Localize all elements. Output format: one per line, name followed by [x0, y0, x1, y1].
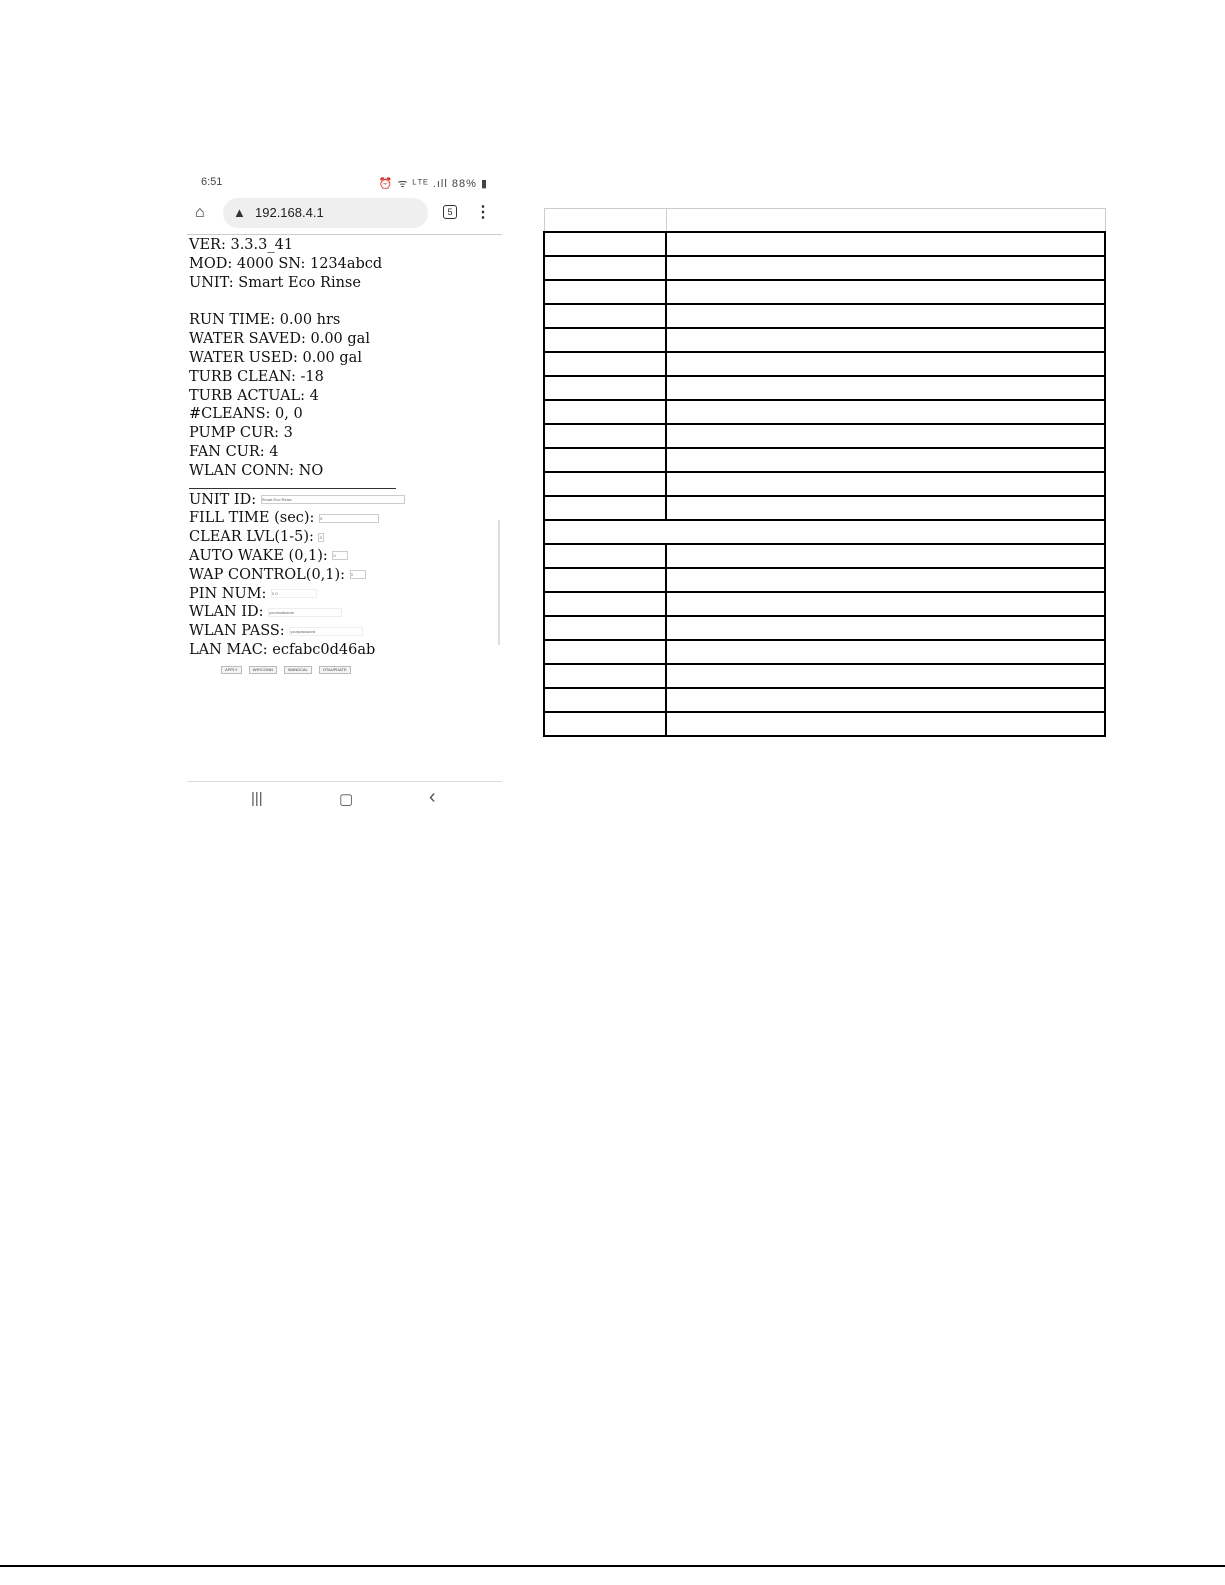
wap-control-label: WAP CONTROL(0,1):: [189, 566, 346, 583]
pin-num-input[interactable]: 0 0: [271, 589, 317, 598]
wlan-pass-row: [189, 622, 499, 641]
lan-mac-text: LAN MAC: ecfabc0d46ab: [189, 641, 376, 658]
table-cell: [666, 592, 1105, 616]
table-cell: [666, 304, 1105, 328]
clear-lvl-label: CLEAR LVL(1-5):: [189, 529, 314, 546]
more-menu-icon[interactable]: ⋮: [475, 204, 491, 221]
wlan-pass-input[interactable]: yourpassword: [289, 627, 363, 636]
wlan-pass-label: WLAN PASS:: [189, 623, 285, 640]
empty-table: [543, 208, 1106, 737]
url-text[interactable]: 192.168.4.1: [255, 205, 324, 220]
table-row: [544, 616, 1105, 640]
table-cell: [544, 280, 666, 304]
table-cell: [666, 328, 1105, 352]
table-cell: [666, 232, 1105, 256]
recents-icon[interactable]: |||: [251, 790, 263, 807]
table-cell: [544, 664, 666, 688]
table-row: [544, 280, 1105, 304]
android-nav-bar: [187, 786, 502, 812]
turb-actual-text: TURB ACTUAL: 4: [189, 387, 319, 404]
water-used-text: WATER USED: 0.00 gal: [189, 349, 362, 366]
table-cell: [544, 520, 1105, 544]
wifi-connect-button[interactable]: WIFICONN: [249, 666, 277, 674]
ota-update-button[interactable]: OTAUPDATE: [319, 666, 351, 674]
auto-wake-label: AUTO WAKE (0,1):: [189, 547, 328, 564]
table-row: [544, 304, 1105, 328]
table-row: [544, 688, 1105, 712]
table-row: [544, 712, 1105, 736]
tab-count-button[interactable]: 5: [443, 205, 457, 219]
table-header-row: [544, 209, 1105, 233]
status-time: 6:51: [201, 176, 223, 188]
table-cell: [544, 616, 666, 640]
table-cell: [666, 472, 1105, 496]
wand-cal-button[interactable]: WANDCAL: [284, 666, 312, 674]
fill-time-input[interactable]: 5: [319, 514, 379, 523]
water-saved-text: WATER SAVED: 0.00 gal: [189, 331, 370, 348]
table-row: [544, 352, 1105, 376]
table-row: [544, 256, 1105, 280]
table-row: [544, 400, 1105, 424]
table-cell: [666, 280, 1105, 304]
table-row: [544, 448, 1105, 472]
table-cell: [544, 376, 666, 400]
table-row: [544, 472, 1105, 496]
unit-id-row: [189, 491, 499, 510]
page-content: [189, 236, 499, 676]
table-cell: [544, 352, 666, 376]
auto-wake-input[interactable]: 0: [332, 551, 348, 560]
table-cell: [544, 544, 666, 568]
table-row: [544, 376, 1105, 400]
toolbar-divider: [187, 234, 502, 235]
table-row: [544, 592, 1105, 616]
wlan-id-input[interactable]: yourssidname: [268, 608, 342, 617]
table-cell: [666, 352, 1105, 376]
wlan-id-label: WLAN ID:: [189, 604, 264, 621]
auto-wake-row: [189, 547, 499, 566]
table-cell: [666, 256, 1105, 280]
table-cell: [544, 424, 666, 448]
pump-cur-text: PUMP CUR: 3: [189, 425, 293, 442]
run-time-text: RUN TIME: 0.00 hrs: [189, 312, 341, 329]
warning-icon[interactable]: ▲: [233, 205, 246, 220]
table-cell: [666, 424, 1105, 448]
unit-text: UNIT: Smart Eco Rinse: [189, 274, 361, 291]
status-icons: ⏰ ᯤ ᴸᵀᴱ .ıll 88% ▮: [378, 178, 488, 190]
button-row: [189, 666, 499, 676]
clear-lvl-row: [189, 528, 499, 547]
table-row: [544, 544, 1105, 568]
table-cell: [666, 544, 1105, 568]
table-cell: [544, 640, 666, 664]
table-cell: [666, 688, 1105, 712]
table-cell: [666, 616, 1105, 640]
table-row: [544, 640, 1105, 664]
unit-id-label: UNIT ID:: [189, 491, 257, 508]
table-cell: [544, 712, 666, 736]
wlan-id-row: [189, 603, 499, 622]
apply-button[interactable]: APPLY: [221, 666, 242, 674]
table-cell: [544, 328, 666, 352]
table-cell: [666, 400, 1105, 424]
table-cell: [666, 568, 1105, 592]
table-cell: [544, 472, 666, 496]
clear-lvl-input[interactable]: 3: [318, 533, 324, 542]
fan-cur-text: FAN CUR: 4: [189, 443, 279, 460]
table-cell: [544, 568, 666, 592]
wlan-conn-text: WLAN CONN: NO: [189, 462, 324, 479]
page-bottom-border: [0, 1565, 1225, 1567]
table-cell: [666, 712, 1105, 736]
back-icon[interactable]: ‹: [429, 786, 436, 808]
table-row: [544, 496, 1105, 520]
status-bar: [187, 170, 502, 194]
table-cell: [666, 376, 1105, 400]
table-cell: [544, 209, 666, 233]
table-merged-row: [544, 520, 1105, 544]
fill-time-row: [189, 509, 499, 528]
cleans-text: #CLEANS: 0, 0: [189, 406, 303, 423]
section-divider: [189, 488, 396, 489]
table-cell: [666, 664, 1105, 688]
model-serial-text: MOD: 4000 SN: 1234abcd: [189, 255, 383, 272]
table-row: [544, 328, 1105, 352]
table-cell: [666, 448, 1105, 472]
table-cell: [544, 400, 666, 424]
table-cell: [544, 448, 666, 472]
home-nav-icon[interactable]: ▢: [339, 791, 354, 808]
table-cell: [544, 256, 666, 280]
table-cell: [544, 232, 666, 256]
wap-control-row: [189, 566, 499, 585]
scrollbar[interactable]: [498, 520, 500, 645]
fill-time-label: FILL TIME (sec):: [189, 510, 315, 527]
nav-divider: [187, 781, 502, 782]
pin-num-label: PIN NUM:: [189, 585, 267, 602]
table-cell: [544, 496, 666, 520]
table-cell: [544, 304, 666, 328]
table-cell: [666, 640, 1105, 664]
phone-screenshot: [187, 170, 502, 820]
unit-id-input[interactable]: Smart Eco Rinse: [261, 495, 405, 504]
table-row: [544, 424, 1105, 448]
address-bar[interactable]: [223, 198, 428, 228]
table-row: [544, 232, 1105, 256]
table-cell: [544, 688, 666, 712]
home-icon[interactable]: ⌂: [195, 204, 205, 221]
table-cell: [666, 496, 1105, 520]
table-row: [544, 664, 1105, 688]
turb-clean-text: TURB CLEAN: -18: [189, 368, 324, 385]
table-row: [544, 568, 1105, 592]
wap-control-input[interactable]: 0: [350, 570, 366, 579]
table-cell: [666, 209, 1105, 233]
version-text: VER: 3.3.3_41: [189, 237, 294, 253]
browser-toolbar: [187, 198, 502, 232]
pin-num-row: [189, 585, 499, 604]
table-cell: [544, 592, 666, 616]
